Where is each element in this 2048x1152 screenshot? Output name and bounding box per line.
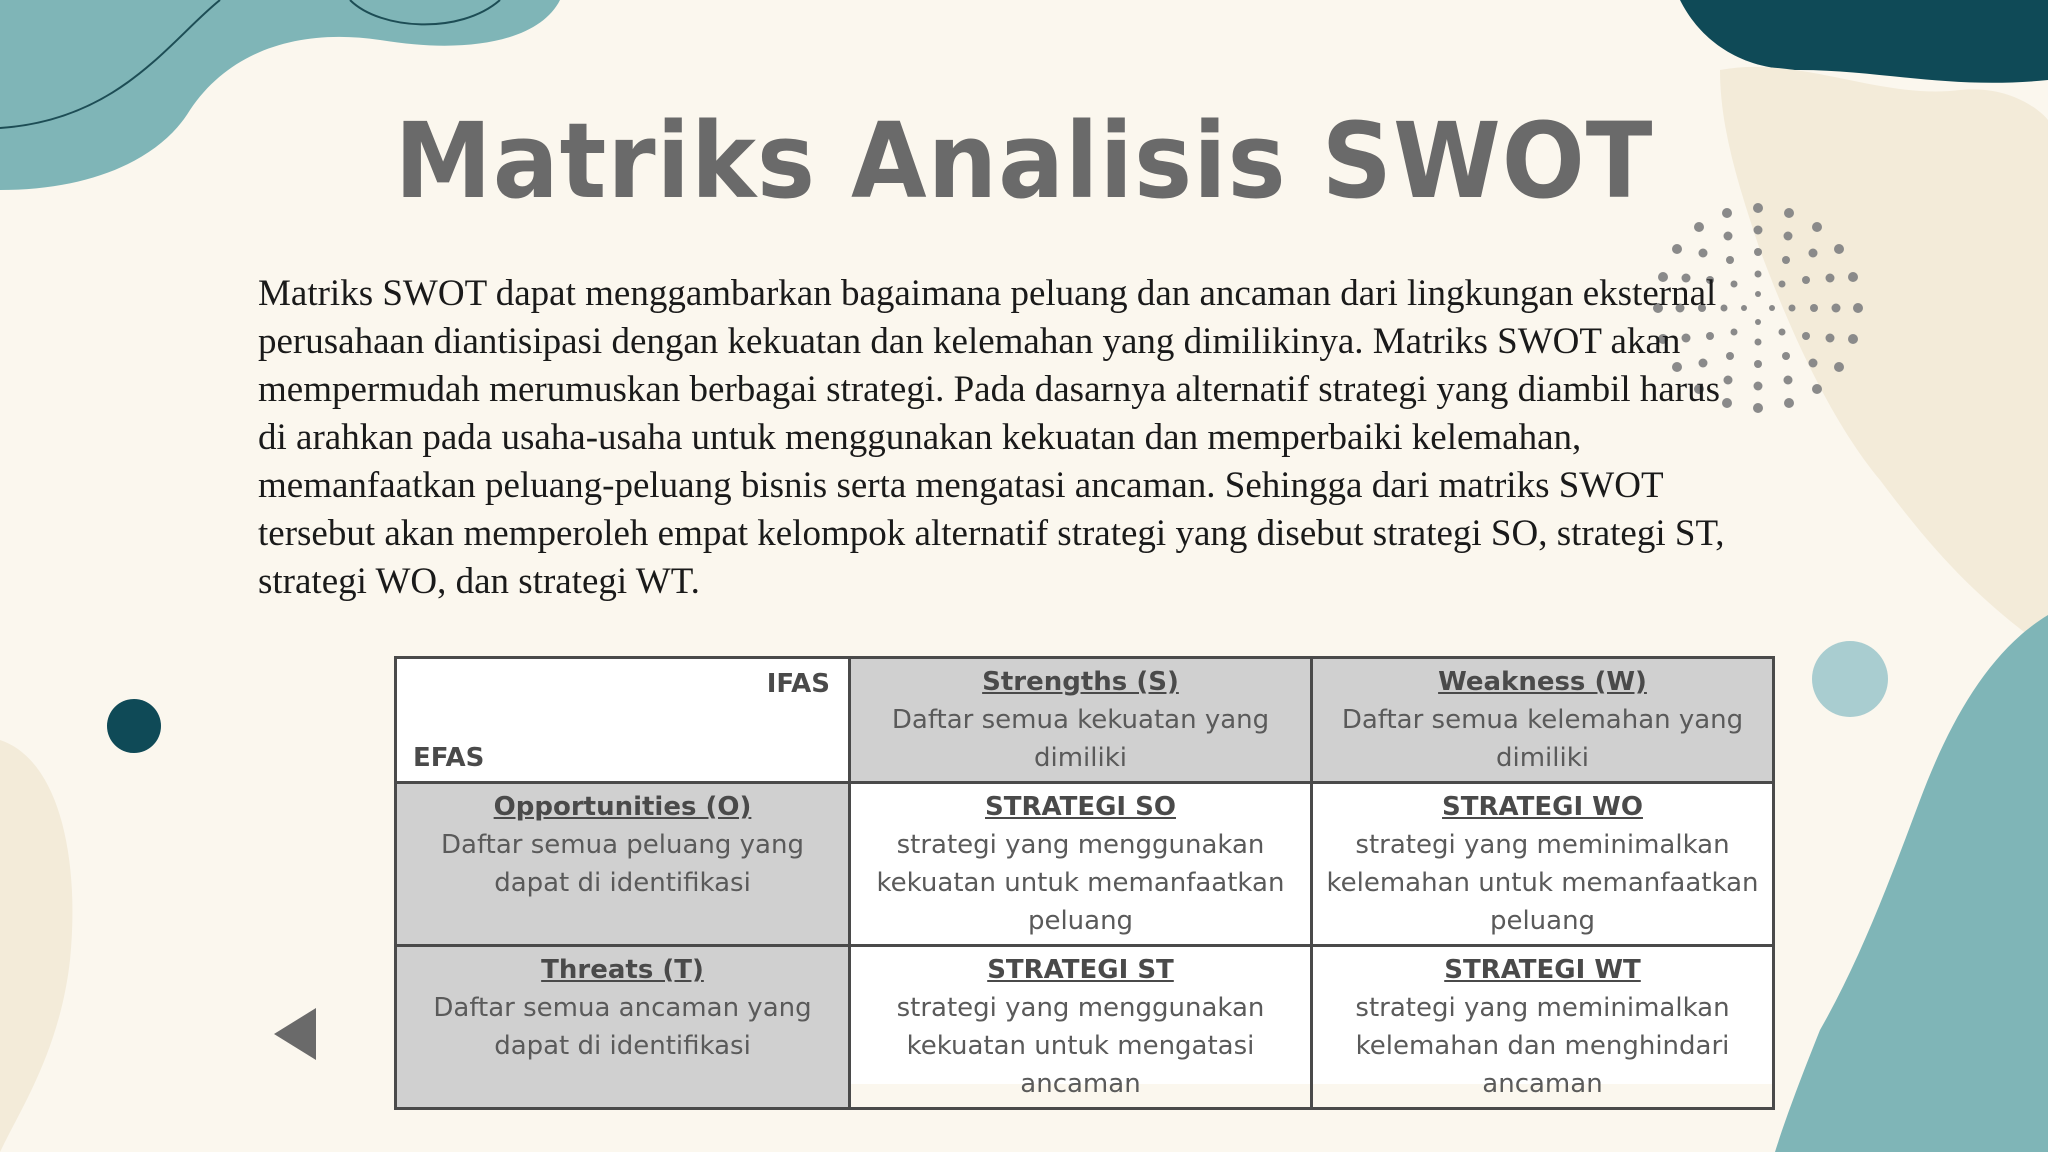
swot-table <box>394 656 1775 1110</box>
efas-label: EFAS <box>413 743 485 773</box>
strengths-text: Daftar semua kekuatan yang dimiliki <box>891 705 1270 773</box>
matrix-corner-cell <box>396 658 850 783</box>
strategi-wo-heading: STRATEGI WO <box>1442 792 1643 822</box>
strategi-so-heading: STRATEGI SO <box>985 792 1176 822</box>
threats-text: Daftar semua ancaman yang dapat di identifikasi <box>433 993 812 1061</box>
ifas-label: IFAS <box>766 669 830 699</box>
slide-title: Matriks Analisis SWOT <box>394 100 1654 222</box>
blob-bottom-left <box>0 740 72 1152</box>
strategi-so-text: strategi yang menggunakan kekuatan untuk memanfaatkan peluang <box>876 830 1285 936</box>
strategi-so-cell <box>850 783 1312 946</box>
dot-dark <box>107 699 161 753</box>
opportunities-cell <box>396 783 850 946</box>
slide-body-text: Matriks SWOT dapat menggambarkan bagaimana peluang dan ancaman dari lingkungan eksternal perusahaan diantisipasi dengan kekuatan dan kelemahan yang dimilikinya. Matriks SWOT akan mempermudah merumuskan berbagai strategi. Pada dasarnya alternatif strategi yang diambil harus di arahkan pada usaha-usaha untuk menggunakan kekuatan dan memperbaiki kelemahan, memanfaatkan peluang-peluang bisnis serta mengatasi ancaman. Sehingga dari matriks SWOT tersebut akan memperoleh empat kelompok alternatif strategi yang disebut strategi SO, strategi ST, strategi WO, dan strategi WT. <box>258 273 1725 602</box>
opportunities-heading: Opportunities (O) <box>493 792 752 822</box>
previous-slide-button[interactable] <box>272 1006 320 1062</box>
strategi-wt-heading: STRATEGI WT <box>1444 955 1641 985</box>
dot-light <box>1812 641 1888 717</box>
strategi-wo-cell <box>1312 783 1774 946</box>
strategi-wt-text: strategi yang meminimalkan kelemahan dan menghindari ancaman <box>1355 993 1730 1099</box>
strategi-wo-text: strategi yang meminimalkan kelemahan untuk memanfaatkan peluang <box>1326 830 1759 936</box>
threats-cell <box>396 946 850 1109</box>
weakness-text: Daftar semua kelemahan yang dimiliki <box>1341 705 1744 773</box>
strategi-st-heading: STRATEGI ST <box>987 955 1174 985</box>
weakness-heading: Weakness (W) <box>1438 667 1647 697</box>
strengths-heading: Strengths (S) <box>982 667 1179 697</box>
threats-heading: Threats (T) <box>541 955 704 985</box>
triangle-left-icon <box>272 1006 320 1062</box>
strategi-st-text: strategi yang menggunakan kekuatan untuk mengatasi ancaman <box>896 993 1265 1099</box>
strategi-wt-cell <box>1312 946 1774 1109</box>
strategi-st-cell <box>850 946 1312 1109</box>
weakness-cell <box>1312 658 1774 783</box>
swot-matrix <box>394 656 1774 1099</box>
strengths-cell <box>850 658 1312 783</box>
opportunities-text: Daftar semua peluang yang dapat di identifikasi <box>441 830 804 898</box>
